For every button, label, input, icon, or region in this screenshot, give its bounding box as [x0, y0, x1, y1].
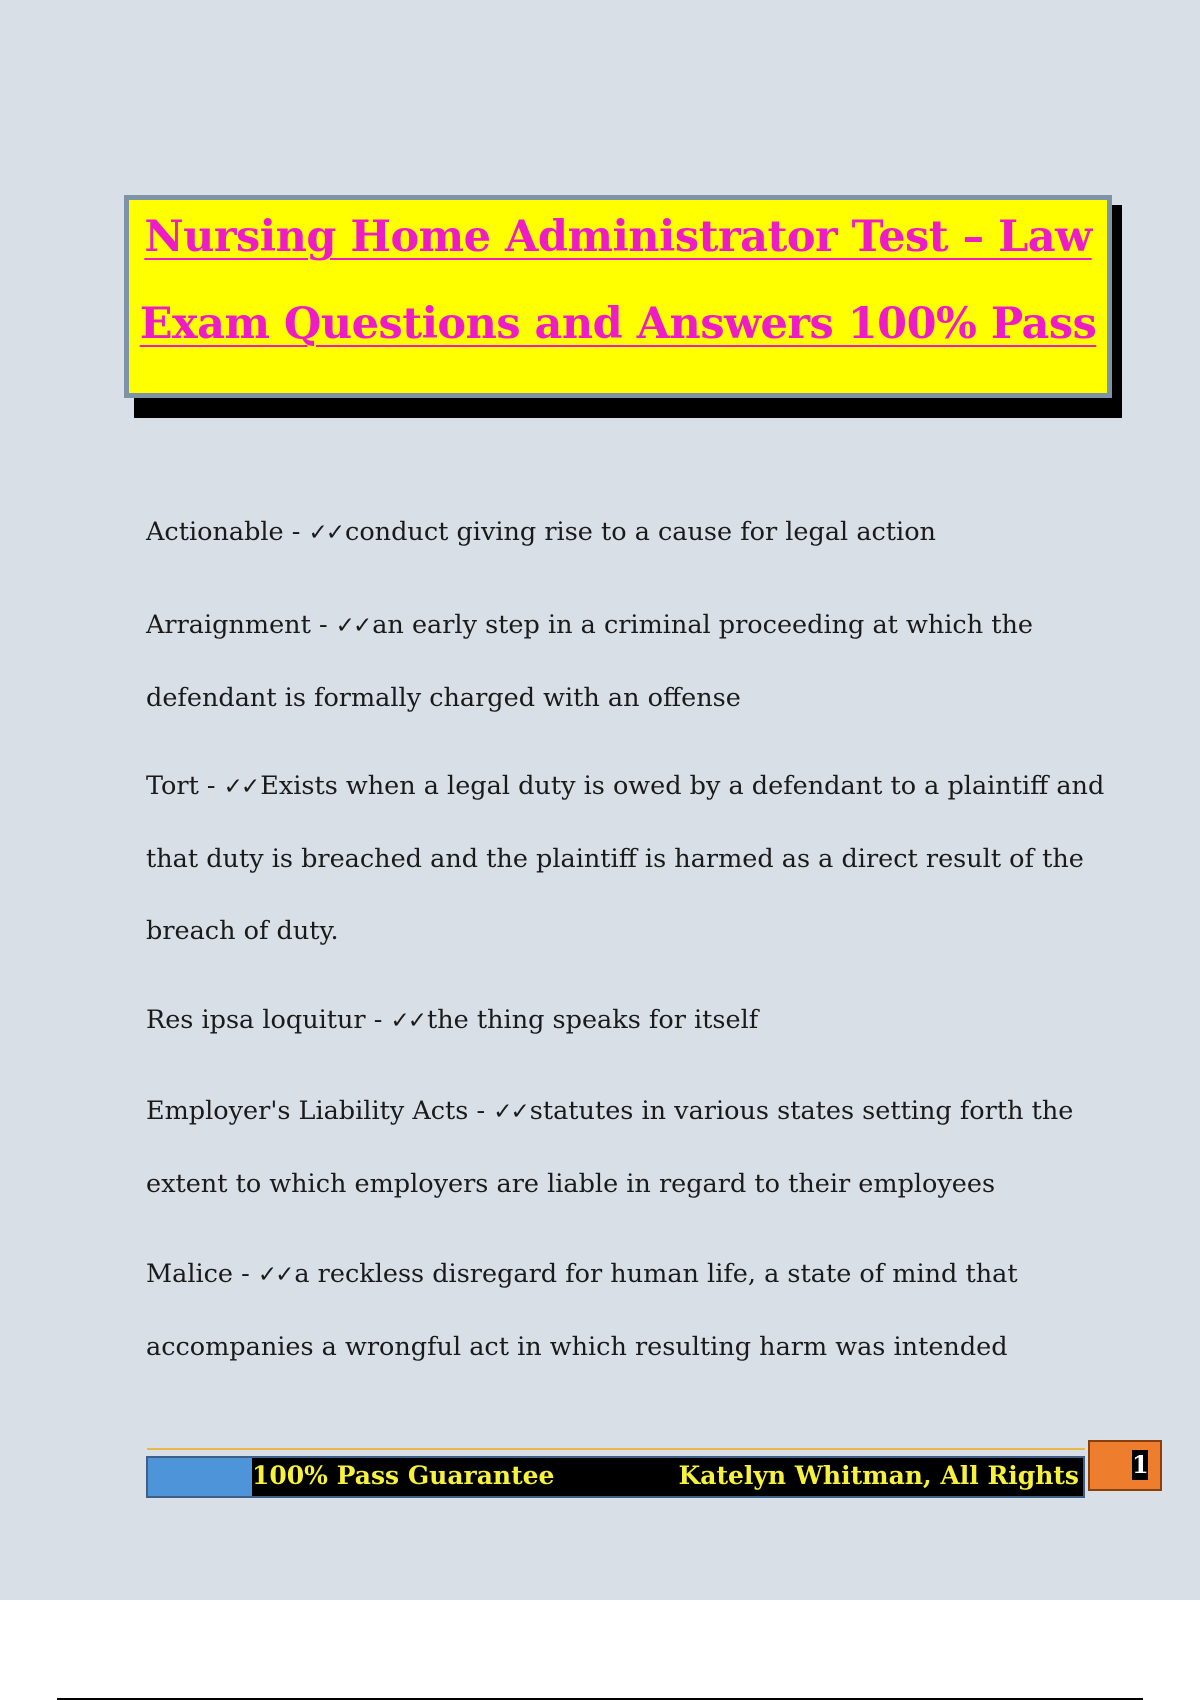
double-check-icon: ✓✓ [223, 774, 259, 800]
qa-entry-malice [146, 1238, 1106, 1383]
qa-line: extent to which employers are liable in regard to their employees [146, 1169, 996, 1199]
qa-line: Malice - ✓✓a reckless disregard for human life, a state of mind that [146, 1259, 1018, 1289]
qa-line: Employer's Liability Acts - ✓✓statutes in various states setting forth the [146, 1096, 1074, 1126]
entry-definition: a reckless disregard for human life, a state of mind that [294, 1259, 1018, 1289]
qa-line: Tort - ✓✓Exists when a legal duty is owed by a defendant to a plaintiff and [146, 771, 1105, 801]
double-check-icon: ✓✓ [335, 613, 371, 639]
entry-term: Malice [146, 1259, 233, 1289]
entry-term: Actionable [146, 517, 284, 547]
document-title-line-1: Nursing Home Administrator Test – Law [144, 212, 1092, 262]
qa-line: defendant is formally charged with an offense [146, 683, 741, 713]
qa-entry-res-ipsa-loquitur [146, 984, 1106, 1057]
entry-definition: statutes in various states setting forth the [529, 1096, 1074, 1126]
qa-line: accompanies a wrongful act in which resulting harm was intended [146, 1332, 1008, 1362]
entry-definition: Exists when a legal duty is owed by a defendant to a plaintiff and [260, 771, 1105, 801]
footer-copyright-text: Katelyn Whitman, All Rights [678, 1461, 1079, 1490]
qa-entry-arraignment [146, 589, 1106, 734]
double-check-icon: ✓✓ [257, 1262, 293, 1288]
double-check-icon: ✓✓ [390, 1008, 426, 1034]
entry-term: Employer's Liability Acts [146, 1096, 469, 1126]
entry-definition: an early step in a criminal proceeding at which the [372, 610, 1033, 640]
qa-entry-tort [146, 750, 1106, 967]
qa-entry-actionable [146, 496, 1106, 569]
page-number: 1 [1132, 1450, 1149, 1479]
double-check-icon: ✓✓ [308, 520, 344, 546]
qa-entry-employers-liability-acts [146, 1075, 1106, 1220]
title-box [124, 195, 1112, 398]
entry-definition: the thing speaks for itself [427, 1005, 759, 1035]
qa-line: breach of duty. [146, 916, 339, 946]
qa-line: Res ipsa loquitur - ✓✓the thing speaks for itself [146, 1005, 759, 1035]
entry-term: Tort [146, 771, 199, 801]
entry-term: Arraignment [146, 610, 311, 640]
entry-term: Res ipsa loquitur [146, 1005, 366, 1035]
document-title-line-2: Exam Questions and Answers 100% Pass [139, 299, 1097, 349]
qa-line: Arraignment - ✓✓an early step in a criminal proceeding at which the [146, 610, 1033, 640]
double-check-icon: ✓✓ [493, 1099, 528, 1125]
footer-accent-block [148, 1458, 252, 1496]
footer-guarantee-text: 100% Pass Guarantee [252, 1461, 555, 1490]
page-number-badge [1088, 1440, 1162, 1491]
qa-line: Actionable - ✓✓conduct giving rise to a cause for legal action [146, 517, 936, 547]
footer-bar [146, 1456, 1085, 1498]
qa-line: that duty is breached and the plaintiff is harmed as a direct result of the [146, 844, 1084, 874]
footer-divider [147, 1448, 1085, 1450]
entry-definition: conduct giving rise to a cause for legal action [345, 517, 936, 547]
